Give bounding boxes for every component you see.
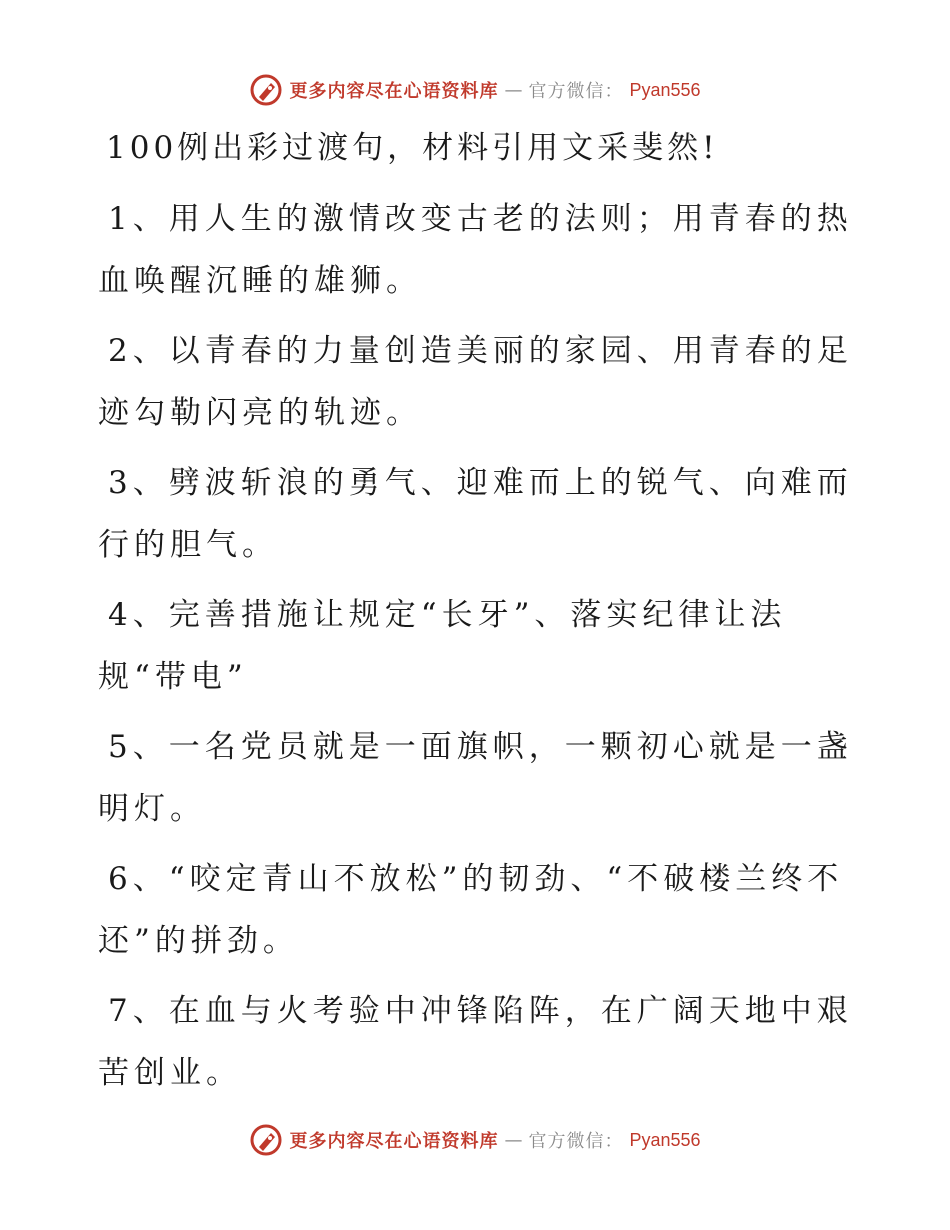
document-title: 100例出彩过渡句，材料引用文采斐然! [106, 130, 719, 166]
pen-nib-icon [249, 1123, 283, 1157]
pen-nib-icon [249, 73, 283, 107]
document-body [98, 118, 858, 1112]
list-item: 5、一名党员就是一面旗帜，一颗初心就是一盏明灯。 [98, 729, 853, 827]
list-item: 6、“咬定青山不放松”的韧劲、“不破楼兰终不还”的拼劲。 [98, 861, 844, 959]
header-separator: — [504, 79, 523, 101]
list-item: 7、在血与火考验中冲锋陷阵，在广阔天地中艰苦创业。 [98, 993, 853, 1091]
header-brand-text: 更多内容尽在心语资料库 [289, 81, 499, 102]
footer-separator: — [504, 1129, 523, 1151]
list-item: 2、以青春的力量创造美丽的家园、用青春的足迹勾勒闪亮的轨迹。 [98, 333, 853, 431]
page-header [0, 70, 950, 110]
header-brand [249, 73, 700, 107]
footer-brand [249, 1123, 700, 1157]
header-sub-text: 官方微信： [528, 81, 624, 102]
list-item: 4、完善措施让规定“长牙”、落实纪律让法规“带电” [98, 597, 787, 695]
footer-wechat-id: Pyan556 [629, 1129, 701, 1150]
footer-sub-text: 官方微信： [528, 1131, 624, 1152]
list-item: 3、劈波斩浪的勇气、迎难而上的锐气、向难而行的胆气。 [98, 465, 853, 563]
header-wechat-id: Pyan556 [629, 79, 701, 100]
footer-brand-text: 更多内容尽在心语资料库 [289, 1131, 499, 1152]
page-footer [0, 1120, 950, 1160]
list-item: 1、用人生的激情改变古老的法则；用青春的热血唤醒沉睡的雄狮。 [98, 201, 853, 299]
